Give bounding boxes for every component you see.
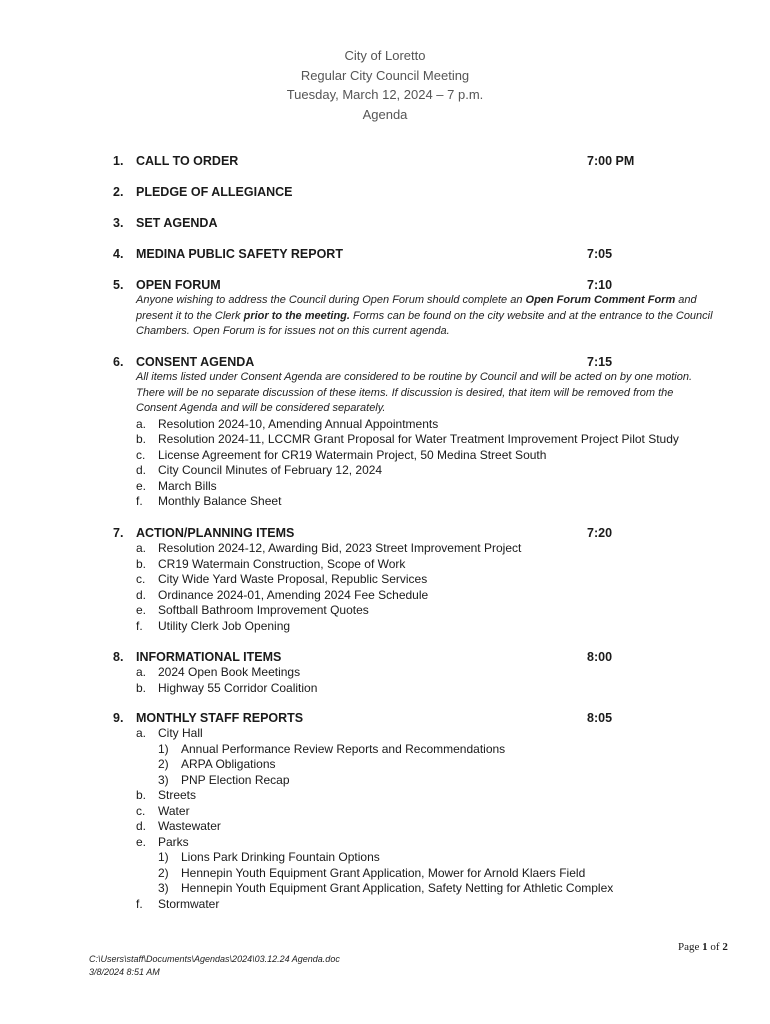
agenda-item-call-to-order (113, 153, 733, 169)
item-title: INFORMATIONAL ITEMS (136, 650, 282, 664)
list-item: d. Wastewater (136, 819, 221, 833)
document-path-footer (89, 953, 340, 979)
list-item: a. Resolution 2024-12, Awarding Bid, 2023 Street Improvement Project (136, 541, 522, 555)
item-time: 7:05 (587, 247, 613, 261)
list-subitem: 3) PNP Election Recap (158, 772, 290, 787)
list-subitem: 3) Hennepin Youth Equipment Grant Application, Safety Netting for Athletic Complex (158, 881, 614, 895)
item-title: OPEN FORUM (136, 278, 221, 292)
list-item: b. Highway 55 Corridor Coalition (136, 680, 318, 695)
agenda-item-informational (113, 649, 733, 696)
item-number: 6. (113, 355, 124, 369)
open-forum-note: Anyone wishing to address the Council during Open Forum should complete an Open Forum Comment Form and present it to the Clerk prior to the meeting. Forms can be found on the city website and at the entrance to the Council Chambers. Open Forum is for issues not on this current agenda. (136, 294, 713, 337)
page-number: Page 1 of 2 (678, 941, 728, 953)
item-number: 2. (113, 185, 124, 199)
meeting-date: Tuesday, March 12, 2024 – 7 p.m. (286, 87, 484, 102)
consent-agenda-note: All items listed under Consent Agenda are considered to be routine by Council and will be acted on by one motion. There will be no separate discussion of these items. If discussion is desired, that item will be removed from the Consent Agenda and will be considered separately. (136, 371, 693, 414)
item-time: 8:00 (587, 650, 613, 664)
list-item: b. Streets (136, 788, 197, 802)
item-time: 7:15 (587, 355, 613, 369)
list-item: c. City Wide Yard Waste Proposal, Republic Services (136, 572, 428, 586)
list-item: d. Ordinance 2024-01, Amending 2024 Fee Schedule (136, 587, 429, 602)
item-number: 8. (113, 650, 124, 664)
list-item: f. Utility Clerk Job Opening (136, 618, 291, 633)
file-path: C:\Users\staff\Documents\Agendas\2024\03.12.24 Agenda.doc (89, 954, 340, 964)
agenda-item-consent-agenda (113, 354, 733, 510)
list-item: e. Softball Bathroom Improvement Quotes (136, 603, 369, 617)
agenda-item-action-planning (113, 525, 733, 634)
file-timestamp: 3/8/2024 8:51 AM (89, 967, 160, 977)
agenda-item-staff-reports (113, 710, 733, 912)
item-number: 3. (113, 216, 124, 230)
list-item: d. City Council Minutes of February 12, 2024 (136, 463, 383, 477)
agenda-item-set-agenda (113, 215, 733, 231)
list-item: c. License Agreement for CR19 Watermain Project, 50 Medina Street South (136, 447, 547, 462)
list-item: f. Monthly Balance Sheet (136, 494, 282, 508)
agenda-item-pledge (113, 184, 733, 200)
item-number: 5. (113, 278, 124, 292)
item-title: PLEDGE OF ALLEGIANCE (136, 185, 293, 199)
document-title: Agenda (362, 106, 408, 122)
item-time: 7:10 (587, 278, 613, 292)
item-number: 4. (113, 247, 124, 261)
meeting-name: Regular City Council Meeting (300, 67, 470, 83)
item-title: CALL TO ORDER (136, 154, 239, 168)
item-time: 7:20 (587, 526, 613, 540)
city-name: City of Loretto (344, 48, 426, 63)
item-number: 7. (113, 526, 124, 540)
item-title: MONTHLY STAFF REPORTS (136, 711, 304, 725)
list-item: a. 2024 Open Book Meetings (136, 665, 301, 679)
list-item: f. Stormwater (136, 896, 220, 911)
list-subitem: 1) Lions Park Drinking Fountain Options (158, 850, 380, 864)
agenda-item-open-forum (113, 277, 733, 340)
list-item: a. City Hall (136, 726, 203, 740)
list-item: e. Parks (136, 834, 189, 849)
item-title: ACTION/PLANNING ITEMS (136, 526, 295, 540)
list-subitem: 2) ARPA Obligations (158, 757, 276, 771)
list-item: c. Water (136, 803, 190, 818)
item-number: 9. (113, 711, 124, 725)
item-time: 7:00 PM (587, 154, 635, 168)
item-title: MEDINA PUBLIC SAFETY REPORT (136, 247, 343, 261)
agenda-header (0, 46, 770, 124)
list-item: a. Resolution 2024-10, Amending Annual Appointments (136, 416, 439, 431)
item-title: SET AGENDA (136, 216, 218, 230)
list-item: b. Resolution 2024-11, LCCMR Grant Proposal for Water Treatment Improvement Project Pilot Study (136, 432, 679, 446)
list-item: e. March Bills (136, 478, 217, 493)
list-item: b. CR19 Watermain Construction, Scope of Work (136, 556, 406, 571)
item-number: 1. (113, 154, 124, 168)
item-title: CONSENT AGENDA (136, 355, 255, 369)
agenda-item-safety-report (113, 246, 733, 262)
list-subitem: 2) Hennepin Youth Equipment Grant Application, Mower for Arnold Klaers Field (158, 865, 586, 880)
list-subitem: 1) Annual Performance Review Reports and Recommendations (158, 741, 506, 756)
item-time: 8:05 (587, 711, 613, 725)
